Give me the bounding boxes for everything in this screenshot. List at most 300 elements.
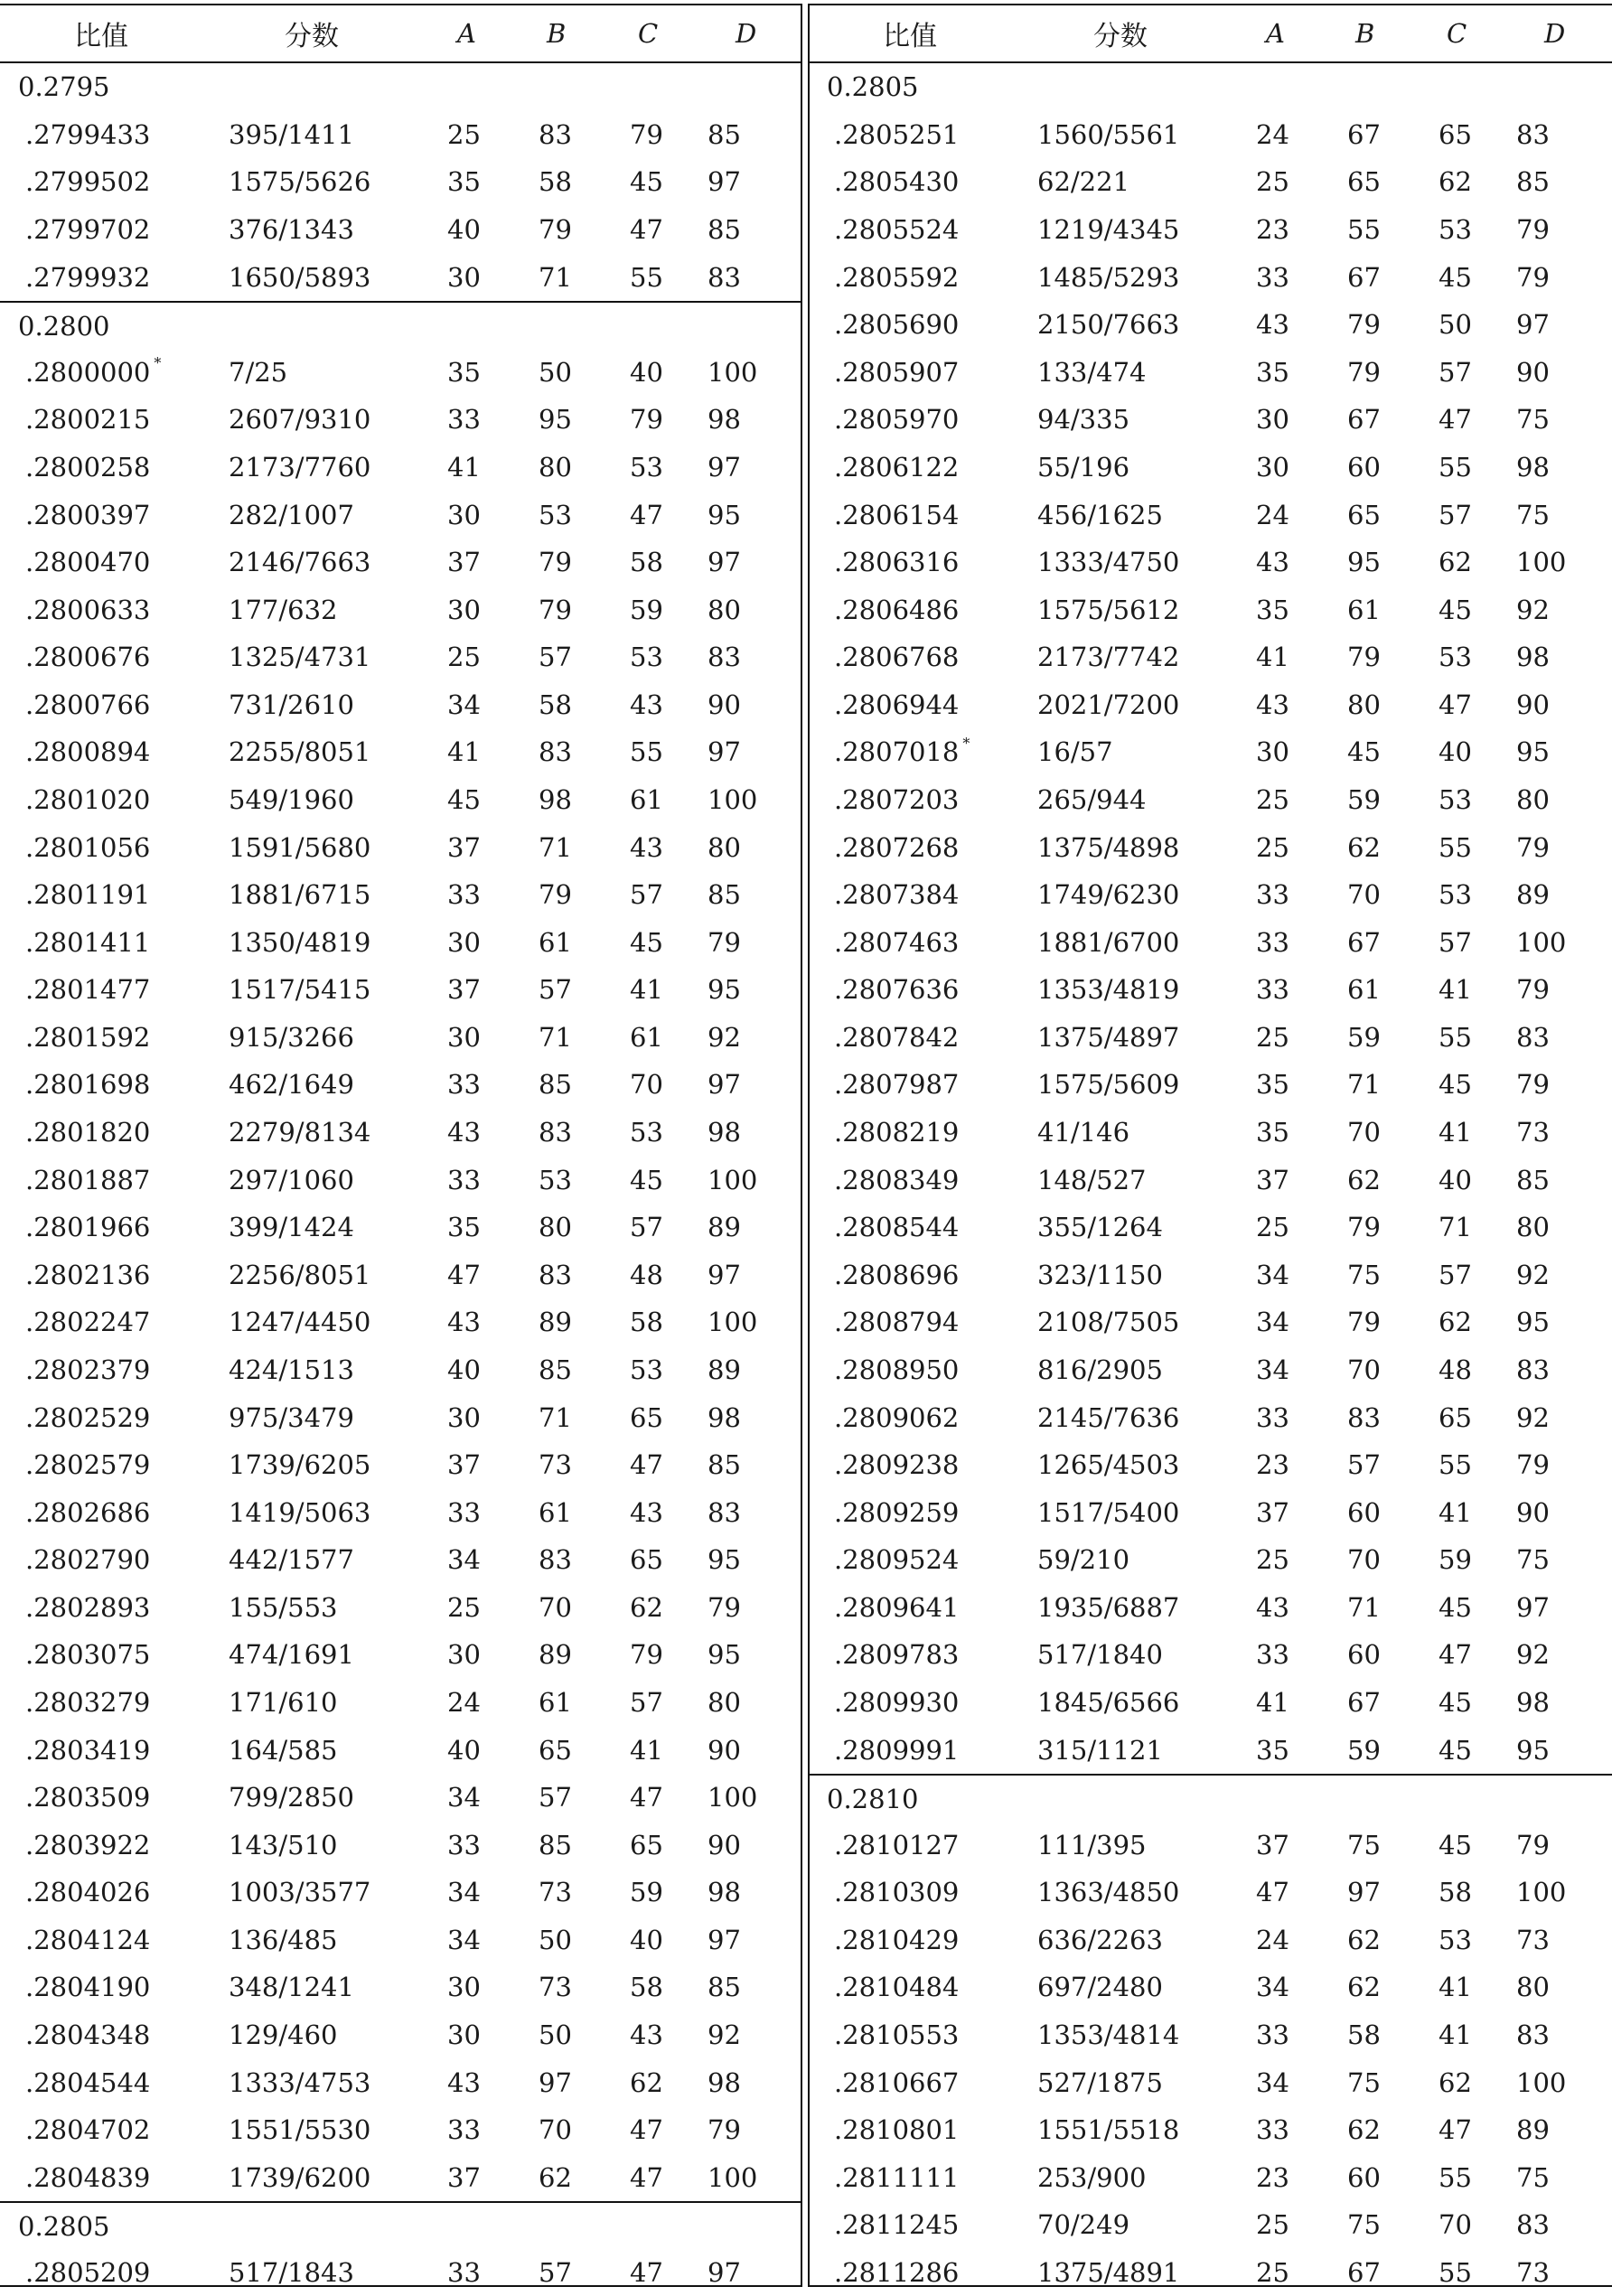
a-cell: 37 [447,2161,481,2193]
b-cell: 73 [539,1877,572,1908]
ratio-cell [834,1298,959,1346]
b-cell: 59 [1347,1734,1381,1766]
ratio-value: .2803075 [25,1639,151,1671]
ratio-value: .2799502 [25,166,151,198]
c-cell: 55 [1439,1449,1472,1481]
d-cell: 79 [1516,831,1550,863]
table-row [809,1441,1612,1489]
a-cell: 37 [447,1449,481,1481]
ratio-value: .2801056 [25,831,151,863]
c-cell: 53 [630,451,663,483]
a-cell: 43 [447,2066,481,2098]
c-cell: 41 [1439,2020,1472,2051]
a-cell: 34 [1256,1354,1289,1385]
d-cell: 92 [1516,1401,1550,1433]
d-cell: 92 [1516,1639,1550,1671]
d-cell: 79 [1516,974,1550,1006]
a-cell: 37 [1256,1496,1289,1528]
a-cell: 40 [447,1354,481,1385]
ratio-cell [834,2249,959,2296]
c-cell: 57 [630,879,663,911]
d-cell: 95 [1516,1734,1550,1766]
fraction-cell: 636/2263 [1037,1924,1163,1955]
fraction-cell: 136/485 [229,1924,338,1955]
ratio-cell [834,1441,959,1489]
c-cell: 45 [1439,1687,1472,1719]
table-row [809,633,1612,681]
ratio-cell [834,1251,959,1299]
c-cell: 41 [630,974,663,1006]
ratio-value: .2807636 [834,974,960,1006]
ratio-value: .2808696 [834,1259,960,1290]
fraction-cell: 1333/4750 [1037,547,1180,578]
fraction-cell: 1375/4898 [1037,831,1180,863]
a-cell: 33 [1256,1639,1289,1671]
c-cell: 45 [1439,594,1472,625]
a-cell: 37 [447,974,481,1006]
b-cell: 67 [1347,1687,1381,1719]
table-row [809,2249,1612,2296]
table-row [809,2106,1612,2154]
table-row [809,1251,1612,1299]
a-cell: 25 [447,1591,481,1623]
b-cell: 60 [1347,1639,1381,1671]
d-cell: 98 [708,1401,741,1433]
table-row [0,2249,802,2296]
ratio-value: .2800676 [25,642,151,673]
fraction-cell: 1749/6230 [1037,879,1180,911]
ratio-cell [25,1156,150,1204]
fraction-cell: 424/1513 [229,1354,354,1385]
b-cell: 67 [1347,404,1381,436]
c-cell: 47 [630,499,663,530]
b-cell: 53 [539,499,572,530]
d-cell: 98 [708,1877,741,1908]
ratio-cell [834,1488,959,1536]
fraction-cell: 164/585 [229,1734,338,1766]
ratio-value: .2801592 [25,1021,151,1053]
b-cell: 75 [1347,1259,1381,1290]
table-row [0,966,802,1014]
fraction-cell: 2255/8051 [229,736,371,768]
table-header [0,5,802,63]
ratio-value: .2802790 [25,1544,151,1576]
c-cell: 59 [630,1877,663,1908]
a-cell: 33 [447,2256,481,2288]
b-cell: 70 [539,2114,572,2146]
d-cell: 100 [1516,1877,1567,1908]
a-cell: 43 [1256,309,1289,341]
a-cell: 34 [1256,1307,1289,1338]
d-cell: 89 [1516,879,1550,911]
b-cell: 60 [1347,2161,1381,2193]
a-cell: 25 [1256,831,1289,863]
table-row [809,1726,1612,1774]
a-cell: 30 [447,1972,481,2003]
b-cell: 79 [539,879,572,911]
fraction-cell: 1650/5893 [229,261,371,293]
fraction-cell: 462/1649 [229,1069,354,1101]
b-cell: 70 [1347,1354,1381,1385]
c-cell: 47 [630,1449,663,1481]
ratio-cell [25,681,150,729]
b-cell: 73 [539,1972,572,2003]
a-cell: 41 [447,736,481,768]
header-d: D [1544,18,1566,49]
table-row [809,206,1612,254]
table-row [809,1916,1612,1964]
c-cell: 45 [1439,1591,1472,1623]
ratio-cell [25,966,150,1014]
fraction-cell: 1881/6715 [229,879,371,911]
c-cell: 53 [630,1354,663,1385]
d-cell: 92 [708,2020,741,2051]
b-cell: 70 [1347,879,1381,911]
ratio-cell [25,1204,150,1251]
table-row [0,1963,802,2011]
ratio-value: .2804190 [25,1972,151,2003]
ratio-cell [25,206,150,254]
d-cell: 100 [1516,547,1567,578]
ratio-value: .2801191 [25,879,151,911]
b-cell: 67 [1347,2256,1381,2288]
c-cell: 43 [630,1496,663,1528]
a-cell: 24 [1256,499,1289,530]
d-cell: 83 [708,261,741,293]
ratio-value: .2801698 [25,1069,151,1101]
b-cell: 45 [1347,736,1381,768]
a-cell: 25 [1256,1021,1289,1053]
ratio-cell [834,586,959,633]
a-cell: 33 [447,2114,481,2146]
b-cell: 62 [1347,1972,1381,2003]
c-cell: 65 [1439,1401,1472,1433]
d-cell: 73 [1516,2256,1550,2288]
b-cell: 62 [539,2161,572,2193]
ratio-cell [834,1393,959,1441]
d-cell: 100 [1516,926,1567,958]
d-cell: 98 [1516,451,1550,483]
ratio-cell [25,2249,150,2296]
c-cell: 79 [630,404,663,436]
ratio-value: .2802247 [25,1307,151,1338]
a-cell: 43 [447,1307,481,1338]
header-b: B [1355,18,1375,49]
b-cell: 71 [539,1401,572,1433]
b-cell: 65 [1347,166,1381,198]
column-divider [801,4,802,2287]
b-cell: 97 [539,2066,572,2098]
table-row [0,1869,802,1916]
a-cell: 33 [1256,1401,1289,1433]
d-cell: 98 [708,404,741,436]
table-row [0,2011,802,2059]
ratio-value: .2809930 [834,1687,960,1719]
fraction-cell: 2145/7636 [1037,1401,1180,1433]
fraction-cell: 59/210 [1037,1544,1130,1576]
c-cell: 62 [630,2066,663,2098]
ratio-cell [25,2011,150,2059]
ratio-value: .2801887 [25,1164,151,1195]
a-cell: 34 [1256,2066,1289,2098]
a-cell: 30 [1256,451,1289,483]
table-row [809,2201,1612,2249]
c-cell: 47 [630,2256,663,2288]
fraction-cell: 355/1264 [1037,1212,1163,1243]
a-cell: 25 [1256,1544,1289,1576]
ratio-cell [25,1679,150,1727]
header-a: A [1266,18,1285,49]
a-cell: 30 [447,1021,481,1053]
d-cell: 95 [708,1639,741,1671]
b-cell: 75 [1347,2209,1381,2241]
ratio-cell [25,1536,150,1584]
ratio-cell [834,2106,959,2154]
a-cell: 33 [447,1164,481,1195]
table-row [809,301,1612,349]
a-cell: 23 [1256,214,1289,246]
header-c: C [1447,18,1467,49]
ratio-cell [25,444,150,492]
c-cell: 58 [630,1307,663,1338]
d-cell: 90 [1516,689,1550,720]
d-cell: 97 [708,2256,741,2288]
a-cell: 25 [1256,783,1289,815]
fraction-cell: 62/221 [1037,166,1130,198]
d-cell: 92 [1516,1259,1550,1290]
table-row [0,1774,802,1822]
fraction-cell: 697/2480 [1037,1972,1163,2003]
table-row [0,1821,802,1869]
a-cell: 45 [447,783,481,815]
fraction-cell: 527/1875 [1037,2066,1163,2098]
ratio-cell [25,158,150,206]
ratio-cell [25,918,150,966]
fraction-cell: 456/1625 [1037,499,1163,530]
c-cell: 70 [1439,2209,1472,2241]
ratio-cell [834,1536,959,1584]
d-cell: 97 [708,166,741,198]
b-cell: 70 [1347,1117,1381,1148]
c-cell: 53 [1439,642,1472,673]
d-cell: 75 [1516,2161,1550,2193]
a-cell: 35 [447,356,481,388]
c-cell: 45 [1439,1069,1472,1101]
d-cell: 80 [1516,1972,1550,2003]
d-cell: 95 [1516,1307,1550,1338]
ratio-value: .2810484 [834,1972,960,2003]
ratio-cell [834,776,959,824]
table-row [0,1014,802,1062]
a-cell: 43 [1256,1591,1289,1623]
table-row [809,1536,1612,1584]
ratio-cell [25,1869,150,1916]
ratio-value: .2807842 [834,1021,960,1053]
b-cell: 71 [539,261,572,293]
d-cell: 80 [1516,1212,1550,1243]
b-cell: 83 [539,1544,572,1576]
fraction-cell: 253/900 [1037,2161,1147,2193]
fraction-cell: 2279/8134 [229,1117,371,1148]
c-cell: 79 [630,1639,663,1671]
ratio-cell [25,1963,150,2011]
ratio-cell [834,1584,959,1632]
c-cell: 62 [1439,1307,1472,1338]
a-cell: 33 [1256,926,1289,958]
b-cell: 75 [1347,2066,1381,2098]
a-cell: 35 [447,1212,481,1243]
ratio-value: .2801020 [25,783,151,815]
fraction-cell: 1247/4450 [229,1307,371,1338]
d-cell: 85 [1516,166,1550,198]
ratio-cell [25,776,150,824]
a-cell: 41 [1256,1687,1289,1719]
a-cell: 37 [1256,1829,1289,1860]
c-cell: 47 [1439,1639,1472,1671]
ratio-value: .2807018 [834,736,960,768]
ratio-value: .2806486 [834,594,960,625]
d-cell: 89 [1516,2114,1550,2146]
fraction-cell: 297/1060 [229,1164,354,1195]
ratio-cell [834,444,959,492]
ratio-cell [834,2201,959,2249]
table-row [809,2011,1612,2059]
b-cell: 71 [1347,1591,1381,1623]
d-cell: 80 [708,594,741,625]
d-cell: 98 [708,1117,741,1148]
c-cell: 47 [630,1782,663,1813]
table-row [809,1061,1612,1109]
table-row [0,823,802,871]
c-cell: 55 [1439,1021,1472,1053]
table-row [809,871,1612,919]
ratio-value: .2804839 [25,2161,151,2193]
c-cell: 55 [630,261,663,293]
table-row [0,1726,802,1774]
ratio-cell [25,1821,150,1869]
table-row [0,1631,802,1679]
d-cell: 95 [708,499,741,530]
a-cell: 34 [447,1924,481,1955]
table-row [809,444,1612,492]
fraction-cell: 376/1343 [229,214,354,246]
table-row [809,823,1612,871]
c-cell: 65 [630,1544,663,1576]
c-cell: 55 [1439,831,1472,863]
ratio-value: .2810127 [834,1829,960,1860]
ratio-value: .2801820 [25,1117,151,1148]
ratio-value: .2802379 [25,1354,151,1385]
ratio-value: .2808544 [834,1212,960,1243]
ratio-value: .2800397 [25,499,151,530]
a-cell: 34 [1256,1972,1289,2003]
ratio-value: .2809524 [834,1544,960,1576]
b-cell: 98 [539,783,572,815]
fraction-cell: 41/146 [1037,1117,1130,1148]
a-cell: 41 [447,451,481,483]
c-cell: 47 [630,214,663,246]
d-cell: 80 [708,1687,741,1719]
c-cell: 47 [1439,689,1472,720]
ratio-value: .2807463 [834,926,960,958]
fraction-cell: 1739/6200 [229,2161,371,2193]
fraction-cell: 1591/5680 [229,831,371,863]
table-row [0,2106,802,2154]
header-fraction: 分数 [1093,21,1148,52]
a-cell: 25 [1256,2256,1289,2288]
a-cell: 33 [447,1496,481,1528]
d-cell: 83 [1516,1354,1550,1385]
fraction-cell: 1575/5626 [229,166,371,198]
ratio-value: .2801477 [25,974,151,1006]
table-row [809,1156,1612,1204]
b-cell: 61 [539,1496,572,1528]
c-cell: 59 [1439,1544,1472,1576]
ratio-value: .2803922 [25,1829,151,1860]
b-cell: 70 [539,1591,572,1623]
ratio-cell [834,396,959,444]
ratio-value: .2799932 [25,261,151,293]
b-cell: 79 [1347,1307,1381,1338]
ratio-value: .2799702 [25,214,151,246]
fraction-cell: 315/1121 [1037,1734,1163,1766]
a-cell: 43 [447,1117,481,1148]
ratio-cell [834,871,959,919]
d-cell: 97 [708,1259,741,1290]
fraction-cell: 1419/5063 [229,1496,371,1528]
c-cell: 58 [630,1972,663,2003]
b-cell: 79 [1347,309,1381,341]
ratio-value: .2804544 [25,2066,151,2098]
c-cell: 43 [630,831,663,863]
d-cell: 90 [1516,1496,1550,1528]
ratio-value: .2810801 [834,2114,960,2146]
ratio-cell [834,1156,959,1204]
c-cell: 47 [1439,404,1472,436]
d-cell: 73 [1516,1117,1550,1148]
c-cell: 45 [630,166,663,198]
table-row [809,728,1612,776]
table-row [0,1298,802,1346]
table-row [809,111,1612,159]
table-row [809,1014,1612,1062]
c-cell: 53 [1439,879,1472,911]
fraction-cell: 1363/4850 [1037,1877,1180,1908]
fraction-cell: 1265/4503 [1037,1449,1180,1481]
table-row [0,206,802,254]
fraction-cell: 348/1241 [229,1972,354,2003]
fraction-cell: 1517/5415 [229,974,371,1006]
fraction-cell: 517/1843 [229,2256,354,2288]
b-cell: 79 [1347,1212,1381,1243]
fraction-cell: 70/249 [1037,2209,1130,2241]
section-header-row [0,301,802,351]
ratio-value: .2807987 [834,1069,960,1101]
table-row [809,348,1612,396]
c-cell: 41 [630,1734,663,1766]
ratio-value: .2800470 [25,547,151,578]
fraction-cell: 155/553 [229,1591,338,1623]
c-cell: 62 [1439,2066,1472,2098]
table-row [0,633,802,681]
d-cell: 83 [1516,1021,1550,1053]
d-cell: 85 [708,118,741,150]
b-cell: 58 [1347,2020,1381,2051]
d-cell: 100 [708,2161,758,2193]
ratio-value: .2804702 [25,2114,151,2146]
d-cell: 89 [708,1212,741,1243]
c-cell: 65 [630,1829,663,1860]
